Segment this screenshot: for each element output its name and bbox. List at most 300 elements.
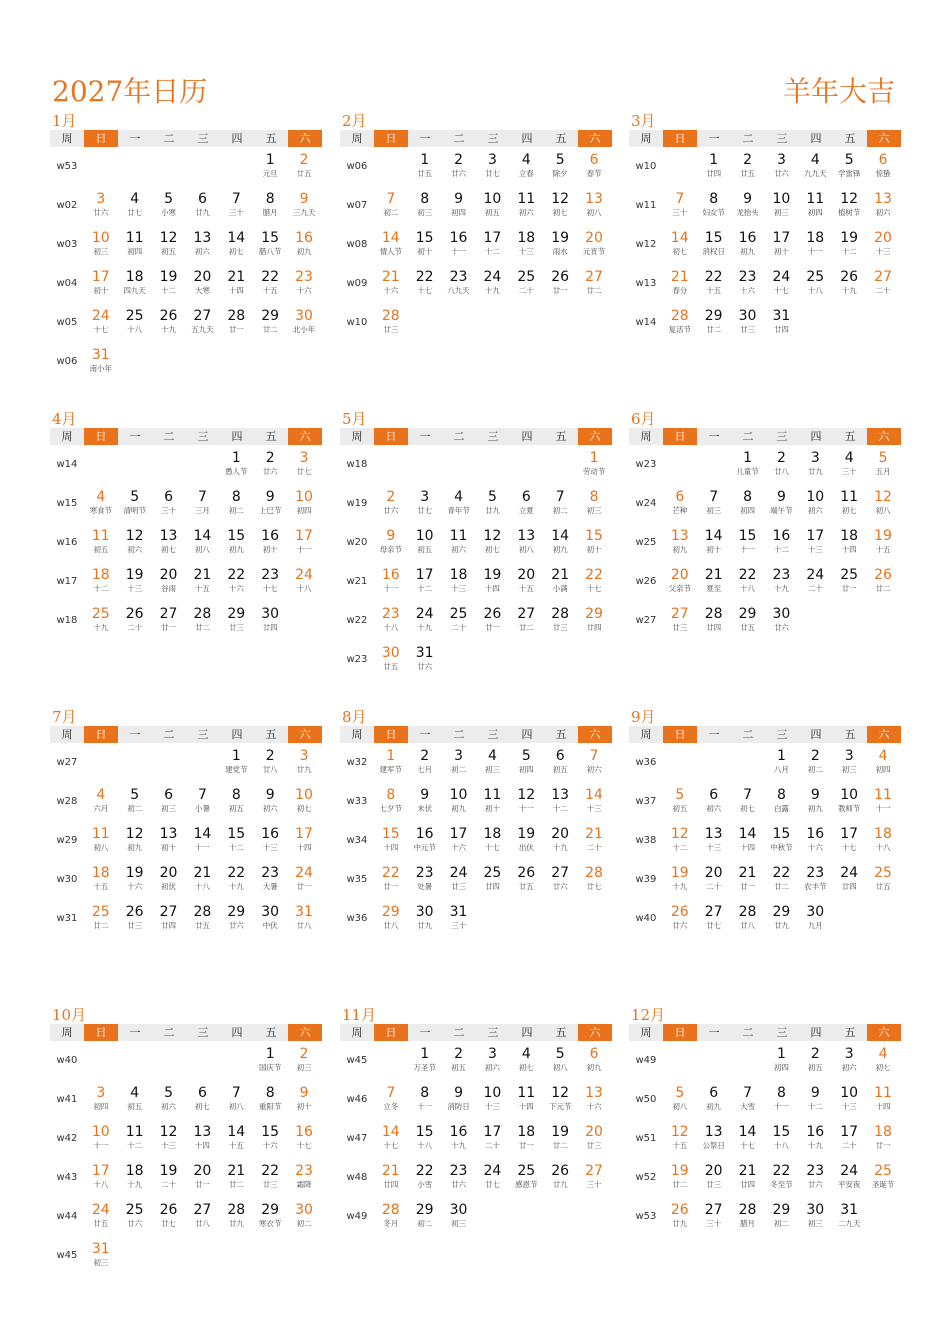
lunar-label: 二十 [484,1141,500,1150]
weekday-label: 四 [231,430,243,443]
day-number: 3 [96,1085,106,1101]
day-number: 13 [159,528,178,544]
lunar-label: 初七 [841,506,857,515]
weekday-label: 六 [578,130,612,147]
week-row [50,523,321,562]
empty-cell [152,445,186,484]
day-number: 26 [551,269,570,285]
weekday-label: 四 [231,132,243,145]
lunar-label: 廿三 [672,623,688,632]
day-number: 1 [231,748,241,764]
lunar-label: 十七 [417,286,433,295]
day-number: 22 [261,269,280,285]
day-number: 16 [295,1124,313,1140]
lunar-label: 廿一 [383,882,399,891]
day-cell [832,523,866,562]
lunar-label: 廿二 [552,1141,568,1150]
day-number: 13 [585,1085,603,1101]
lunar-label: 大暑 [262,882,278,891]
day-cell [118,782,152,821]
day-cell [442,1080,476,1119]
lunar-label: 廿二 [672,1180,688,1189]
day-cell [253,601,287,640]
day-number: 1 [265,152,275,168]
lunar-label: 初九 [740,247,756,256]
lunar-label: 十九 [93,623,109,632]
lunar-label: 十八 [417,1141,433,1150]
day-number: 12 [551,1085,570,1101]
week-number: w13 [635,278,657,289]
day-number: 18 [874,826,892,842]
day-cell [84,1080,118,1119]
day-number: 19 [670,1163,689,1179]
day-cell [832,562,866,601]
empty-cell [476,303,510,342]
day-number: 17 [91,1163,110,1179]
weekday-label: 日 [374,1024,408,1041]
day-cell [832,860,866,899]
lunar-label: 十二 [807,1102,823,1111]
week-number: w08 [346,239,368,250]
day-cell [866,523,900,562]
day-number: 11 [125,1124,144,1140]
day-cell [663,186,697,225]
lunar-label: 廿一 [194,1180,210,1189]
day-cell [374,899,408,938]
lunar-label: 十四 [383,843,399,852]
day-cell [832,782,866,821]
day-number: 17 [840,1124,859,1140]
day-number: 1 [776,1046,786,1062]
lunar-label: 初三 [773,208,789,217]
week-number: w40 [635,913,657,924]
week-row [629,303,900,342]
day-cell [186,264,220,303]
week-number: w44 [56,1211,78,1222]
day-number: 3 [299,748,309,764]
day-cell [84,821,118,860]
lunar-label: 十九 [773,584,789,593]
month-title: 8月 [342,708,367,726]
day-number: 19 [159,269,178,285]
day-cell [663,1080,697,1119]
lunar-label: 元宵节 [582,247,606,256]
week-number: w28 [56,796,78,807]
lunar-label: 十九 [484,286,500,295]
lunar-label: 十六 [586,1102,602,1111]
lunar-label: 初六 [127,545,143,554]
day-cell [118,821,152,860]
day-cell [765,264,799,303]
weekday-label: 四 [521,430,533,443]
lunar-label: 十八 [127,325,143,334]
lunar-label: 冬月 [383,1219,399,1228]
day-cell [731,899,765,938]
day-number: 20 [874,230,892,246]
day-cell [866,743,900,782]
week-number: w29 [56,835,78,846]
weekday-label: 一 [708,1026,720,1039]
week-number: w25 [635,537,657,548]
day-number: 22 [227,865,246,881]
day-number: 23 [261,865,280,881]
day-cell [408,1197,442,1236]
month-title: 10月 [52,1006,87,1024]
day-number: 26 [125,606,144,622]
day-cell [476,484,510,523]
empty-cell [287,1236,321,1275]
day-cell [408,743,442,782]
lunar-label: 小寒 [161,208,177,217]
day-number: 24 [483,1163,502,1179]
weekday-label: 四 [521,1026,533,1039]
lunar-label: 十四 [841,545,857,554]
day-cell [731,445,765,484]
lunar-label: 廿二 [228,1180,244,1189]
lunar-label: 感恩节 [515,1180,538,1189]
lunar-label: 廿八 [383,921,399,930]
day-number: 29 [415,1202,434,1218]
day-cell [287,1158,321,1197]
day-number: 7 [709,489,719,505]
week-number: w06 [346,161,368,172]
week-number: w05 [56,317,78,328]
day-cell [832,445,866,484]
lunar-label: 圣诞节 [871,1180,895,1189]
month-block [629,708,900,938]
day-number: 15 [415,230,434,246]
weekday-label: 三 [776,728,788,741]
week-row [50,445,321,484]
lunar-label: 初二 [417,1219,433,1228]
lunar-label: 十三 [875,247,891,256]
day-number: 9 [386,528,396,544]
weekday-label: 六 [867,130,901,147]
lunar-label: 初五 [161,247,177,256]
day-number: 24 [91,308,110,324]
day-number: 6 [675,489,685,505]
empty-cell [832,601,866,640]
weekday-label: 四 [521,132,533,145]
lunar-label: 四九天 [123,286,146,295]
day-number: 25 [91,904,110,920]
day-cell [442,264,476,303]
weekday-label: 六 [288,726,322,743]
weekday-label: 一 [419,430,431,443]
day-cell [442,523,476,562]
weekday-label: 六 [867,428,901,445]
day-cell [442,484,476,523]
week-row [50,1197,321,1236]
lunar-label: 初四 [875,765,891,774]
lunar-label: 初二 [228,506,244,515]
day-cell [577,225,611,264]
lunar-label: 白露 [773,804,789,813]
lunar-label: 初六 [484,1063,500,1072]
day-number: 16 [449,1124,468,1140]
day-number: 4 [844,450,854,466]
day-cell [374,225,408,264]
lunar-label: 十八 [93,1180,109,1189]
lunar-label: 初八 [518,545,534,554]
lunar-label: 十五 [262,286,278,295]
lunar-label: 十三 [262,843,278,852]
day-cell [152,782,186,821]
day-number: 2 [299,152,309,168]
day-cell [476,821,510,860]
day-cell [253,1119,287,1158]
week-row [629,1158,900,1197]
lunar-label: 芒种 [672,506,688,515]
lunar-label: 春分 [672,286,688,295]
month-block [50,410,321,640]
day-cell [731,1119,765,1158]
month-title: 5月 [342,410,367,428]
lunar-label: 初二 [552,506,568,515]
day-cell [866,225,900,264]
empty-cell [374,445,408,484]
day-number: 30 [381,645,400,661]
day-number: 24 [840,1163,859,1179]
lunar-label: 初七 [552,208,568,217]
week-number: w47 [346,1133,368,1144]
day-number: 17 [449,826,468,842]
day-cell [765,1197,799,1236]
day-number: 15 [415,1124,434,1140]
day-number: 10 [91,230,110,246]
day-number: 4 [521,1046,531,1062]
day-cell [374,562,408,601]
day-number: 25 [483,865,502,881]
weekday-label: 四 [810,728,822,741]
lunar-label: 八九天 [447,286,470,295]
day-cell [219,303,253,342]
lunar-label: 十九 [672,882,688,891]
day-cell [253,860,287,899]
lunar-label: 廿一 [161,623,177,632]
day-number: 12 [874,489,892,505]
weekday-label: 二 [163,132,175,145]
weekday-label: 五 [555,1026,567,1039]
day-cell [509,743,543,782]
day-cell [287,562,321,601]
week-row [50,1080,321,1119]
day-cell [186,899,220,938]
lunar-label: 二十 [451,623,467,632]
week-number: w53 [56,161,78,172]
day-cell [476,860,510,899]
day-number: 24 [295,567,313,583]
lunar-label: 初十 [296,1102,312,1111]
day-cell [476,1080,510,1119]
lunar-label: 三十 [672,208,688,217]
day-number: 26 [551,1163,570,1179]
day-cell [84,860,118,899]
lunar-label: 初九 [296,247,312,256]
week-number: w21 [346,576,368,587]
empty-cell [866,303,900,342]
day-cell [84,601,118,640]
day-number: 16 [449,230,468,246]
day-number: 5 [555,1046,565,1062]
day-number: 30 [415,904,434,920]
lunar-label: 十八 [194,882,210,891]
lunar-label: 廿六 [672,921,688,930]
weekday-label: 五 [844,728,856,741]
empty-cell [832,899,866,938]
day-cell [832,1158,866,1197]
day-cell [832,821,866,860]
lunar-label: 三十 [841,467,857,476]
day-cell [798,1158,832,1197]
day-cell [577,147,611,186]
weekday-label: 四 [231,1026,243,1039]
day-cell [442,186,476,225]
day-cell [697,186,731,225]
week-row [629,782,900,821]
day-cell [287,860,321,899]
week-column-header: 周 [351,430,363,443]
day-number: 10 [91,1124,110,1140]
day-number: 10 [772,191,791,207]
lunar-label: 廿六 [807,1180,823,1189]
lunar-label: 廿一 [228,325,244,334]
lunar-label: 初七 [194,1102,210,1111]
day-number: 7 [743,1085,753,1101]
week-row [340,1197,611,1236]
lunar-label: 十一 [740,545,756,554]
week-row [50,821,321,860]
day-cell [765,303,799,342]
lunar-label: 建党节 [225,765,248,774]
day-number: 17 [91,269,110,285]
day-cell [118,1197,152,1236]
lunar-label: 廿四 [262,623,278,632]
day-cell [543,225,577,264]
lunar-label: 十九 [552,843,568,852]
lunar-label: 出伏 [518,843,534,852]
day-number: 10 [415,528,434,544]
empty-cell [186,743,220,782]
empty-cell [219,342,253,381]
lunar-label: 廿七 [127,208,143,217]
week-row [629,601,900,640]
day-number: 4 [487,748,497,764]
day-cell [697,147,731,186]
day-cell [577,445,611,484]
lunar-label: 初三 [93,247,109,256]
day-cell [442,743,476,782]
day-number: 18 [806,230,825,246]
day-cell [219,1080,253,1119]
day-cell [253,743,287,782]
lunar-label: 廿八 [194,1219,210,1228]
weekday-label: 二 [742,430,754,443]
lunar-label: 廿七 [586,882,602,891]
day-number: 11 [840,489,859,505]
empty-cell [84,743,118,782]
lunar-label: 十七 [841,843,857,852]
day-cell [765,186,799,225]
day-cell [765,899,799,938]
week-row [50,484,321,523]
weekday-label: 日 [84,726,118,743]
day-cell [765,562,799,601]
day-cell [152,562,186,601]
day-cell [697,1197,731,1236]
day-number: 18 [125,269,144,285]
empty-cell [186,147,220,186]
day-number: 28 [738,1202,757,1218]
day-cell [84,1236,118,1275]
lunar-label: 廿五 [93,1219,109,1228]
day-cell [765,484,799,523]
day-cell [866,562,900,601]
day-cell [287,899,321,938]
weekday-label: 五 [265,1026,277,1039]
day-cell [287,303,321,342]
day-cell [731,821,765,860]
day-cell [408,899,442,938]
day-cell [765,601,799,640]
empty-cell [118,342,152,381]
day-number: 27 [517,606,536,622]
empty-cell [577,303,611,342]
lunar-label: 廿五 [740,623,756,632]
day-number: 13 [874,191,892,207]
week-row [50,899,321,938]
day-number: 8 [776,787,786,803]
day-cell [408,821,442,860]
day-cell [697,264,731,303]
month-block [50,112,321,381]
week-column-header: 周 [640,132,652,145]
empty-cell [186,342,220,381]
lunar-label: 十二 [417,584,433,593]
lunar-label: 十一 [417,1102,433,1111]
week-row [340,562,611,601]
lunar-label: 十二 [484,247,500,256]
month-title: 4月 [52,410,77,428]
week-number: w53 [635,1211,657,1222]
day-cell [697,821,731,860]
day-cell [476,1041,510,1080]
day-cell [509,186,543,225]
day-number: 15 [261,230,280,246]
lunar-label: 廿六 [127,1219,143,1228]
weekday-label: 二 [163,1026,175,1039]
week-number: w02 [56,200,78,211]
lunar-label: 十三 [841,1102,857,1111]
day-cell [186,484,220,523]
day-number: 9 [265,489,275,505]
day-cell [509,562,543,601]
week-row [629,821,900,860]
week-column-header: 周 [61,1026,73,1039]
day-cell [219,1197,253,1236]
day-number: 31 [840,1202,859,1218]
lunar-label: 初四 [807,208,823,217]
day-cell [84,523,118,562]
empty-cell [509,303,543,342]
day-cell [509,147,543,186]
day-number: 4 [96,489,106,505]
day-number: 7 [386,191,396,207]
lunar-label: 初五 [484,208,500,217]
lunar-label: 十一 [451,247,467,256]
weekday-label: 二 [742,728,754,741]
day-number: 5 [675,787,685,803]
